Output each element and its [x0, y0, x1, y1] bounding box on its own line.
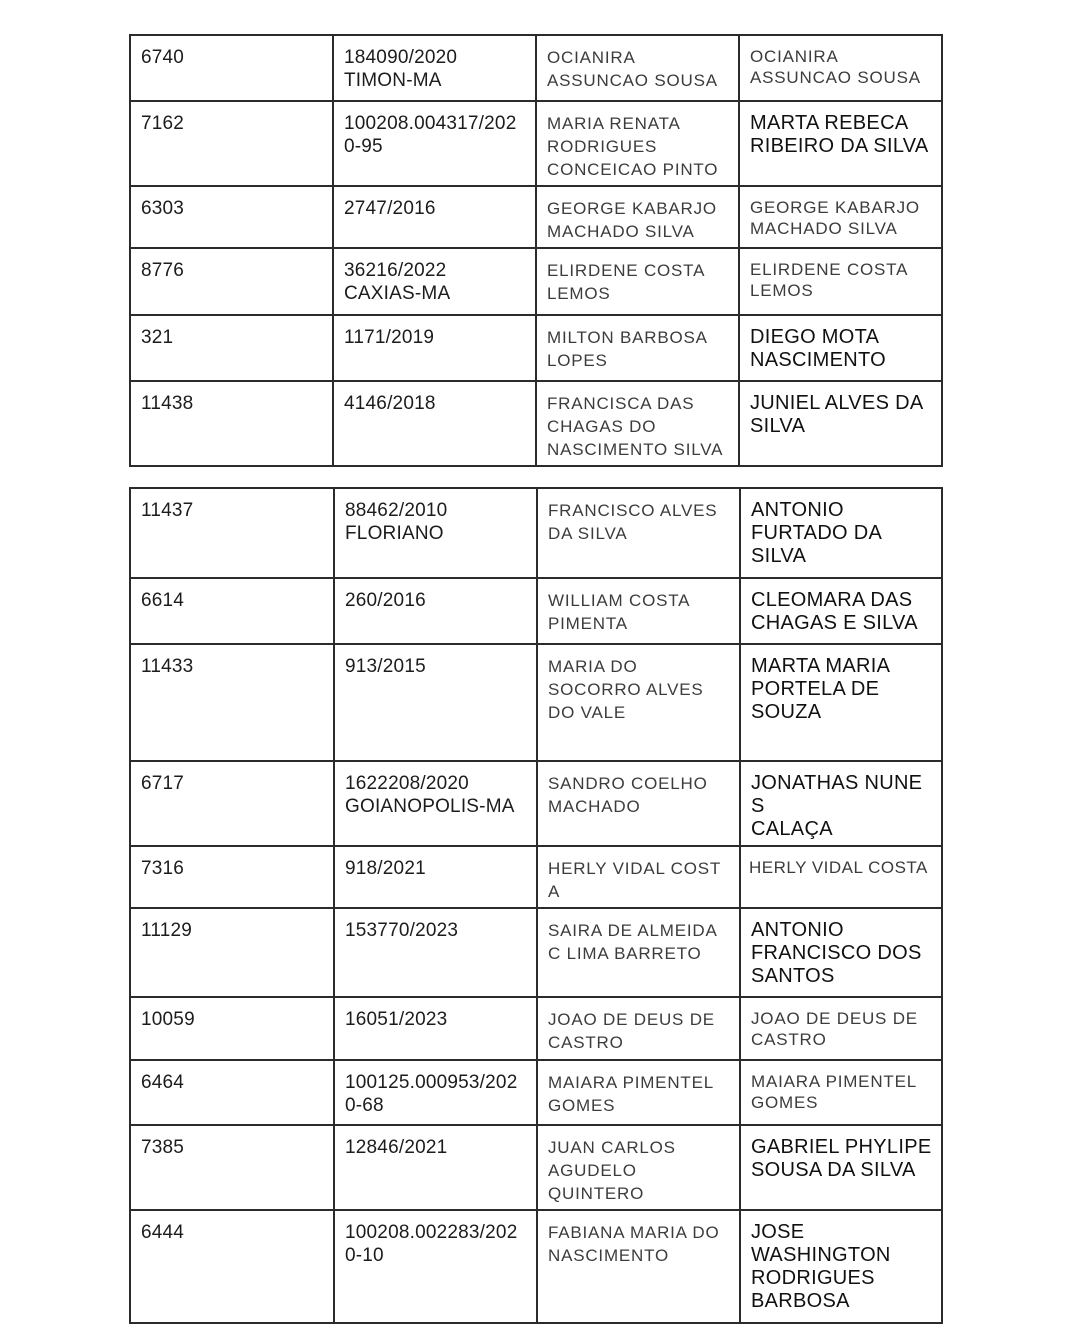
record-id-cell: 6303: [130, 186, 333, 248]
name-a-cell: FRANCISCA DAS CHAGAS DO NASCIMENTO SILVA: [536, 381, 739, 466]
name-b-cell: MARTA REBECA RIBEIRO DA SILVA: [739, 101, 942, 186]
name-b-cell: ANTONIO FURTADO DA SILVA: [740, 488, 942, 578]
name-b-cell: JOSE WASHINGTON RODRIGUES BARBOSA: [740, 1210, 942, 1323]
name-b-cell: DIEGO MOTA NASCIMENTO: [739, 315, 942, 381]
name-a-cell: MILTON BARBOSA LOPES: [536, 315, 739, 381]
process-number-cell: 260/2016: [334, 578, 537, 644]
table-row: [130, 248, 942, 315]
name-b-cell: JONATHAS NUNES CALAÇA: [740, 761, 942, 846]
name-a-cell: SAIRA DE ALMEIDA C LIMA BARRETO: [537, 908, 740, 997]
table-row: [130, 488, 942, 578]
table-row: [130, 1210, 942, 1323]
process-number-cell: 913/2015: [334, 644, 537, 761]
record-id-cell: 6614: [130, 578, 334, 644]
process-number-cell: 88462/2010 FLORIANO: [334, 488, 537, 578]
record-id-cell: 11437: [130, 488, 334, 578]
name-a-cell: SANDRO COELHO MACHADO: [537, 761, 740, 846]
record-id-cell: 6464: [130, 1060, 334, 1125]
name-a-cell: MARIA DO SOCORRO ALVES DO VALE: [537, 644, 740, 761]
process-number-cell: 100208.002283/202 0-10: [334, 1210, 537, 1323]
process-number-cell: 4146/2018: [333, 381, 536, 466]
record-id-cell: 11129: [130, 908, 334, 997]
process-number-cell: 184090/2020 TIMON-MA: [333, 35, 536, 101]
process-number-cell: 16051/2023: [334, 997, 537, 1060]
table-row: [130, 101, 942, 186]
process-number-cell: 100125.000953/202 0-68: [334, 1060, 537, 1125]
table-row: [130, 997, 942, 1060]
name-b-cell: ANTONIO FRANCISCO DOS SANTOS: [740, 908, 942, 997]
record-id-cell: 6740: [130, 35, 333, 101]
table-row: [130, 1125, 942, 1210]
record-id-cell: 7385: [130, 1125, 334, 1210]
table-row: [130, 315, 942, 381]
process-number-cell: 918/2021: [334, 846, 537, 908]
table-row: [130, 908, 942, 997]
records-table-2: [129, 487, 943, 1324]
process-number-cell: 153770/2023: [334, 908, 537, 997]
process-number-cell: 2747/2016: [333, 186, 536, 248]
table-row: [130, 381, 942, 466]
record-id-cell: 7162: [130, 101, 333, 186]
name-a-cell: JOAO DE DEUS DE CASTRO: [537, 997, 740, 1060]
name-a-cell: GEORGE KABARJO MACHADO SILVA: [536, 186, 739, 248]
name-b-cell: JOAO DE DEUS DE CASTRO: [740, 997, 942, 1060]
name-a-cell: ELIRDENE COSTA LEMOS: [536, 248, 739, 315]
record-id-cell: 6444: [130, 1210, 334, 1323]
name-a-cell: HERLY VIDAL COSTA: [537, 846, 740, 908]
name-b-cell: MARTA MARIA PORTELA DE SOUZA: [740, 644, 942, 761]
records-table-1: [129, 34, 943, 467]
record-id-cell: 11438: [130, 381, 333, 466]
table-row: [130, 186, 942, 248]
name-b-cell: OCIANIRA ASSUNCAO SOUSA: [739, 35, 942, 101]
name-a-cell: JUAN CARLOS AGUDELO QUINTERO: [537, 1125, 740, 1210]
name-a-cell: MAIARA PIMENTEL GOMES: [537, 1060, 740, 1125]
table-row: [130, 1060, 942, 1125]
name-b-cell: GEORGE KABARJO MACHADO SILVA: [739, 186, 942, 248]
name-a-cell: FABIANA MARIA DO NASCIMENTO: [537, 1210, 740, 1323]
process-number-cell: 36216/2022 CAXIAS-MA: [333, 248, 536, 315]
process-number-cell: 12846/2021: [334, 1125, 537, 1210]
record-id-cell: 8776: [130, 248, 333, 315]
process-number-cell: 1171/2019: [333, 315, 536, 381]
process-number-cell: 1622208/2020 GOIANOPOLIS-MA: [334, 761, 537, 846]
name-a-cell: FRANCISCO ALVES DA SILVA: [537, 488, 740, 578]
record-id-cell: 321: [130, 315, 333, 381]
record-id-cell: 7316: [130, 846, 334, 908]
name-b-cell: ELIRDENE COSTA LEMOS: [739, 248, 942, 315]
process-number-cell: 100208.004317/202 0-95: [333, 101, 536, 186]
name-b-cell: HERLY VIDAL COSTA: [740, 846, 942, 908]
name-a-cell: WILLIAM COSTA PIMENTA: [537, 578, 740, 644]
table-row: [130, 35, 942, 101]
record-id-cell: 10059: [130, 997, 334, 1060]
record-id-cell: 11433: [130, 644, 334, 761]
name-b-cell: MAIARA PIMENTEL GOMES: [740, 1060, 942, 1125]
table-row: [130, 578, 942, 644]
table-row: [130, 761, 942, 846]
name-a-cell: OCIANIRA ASSUNCAO SOUSA: [536, 35, 739, 101]
name-b-cell: GABRIEL PHYLIPE SOUSA DA SILVA: [740, 1125, 942, 1210]
record-id-cell: 6717: [130, 761, 334, 846]
name-b-cell: JUNIEL ALVES DA SILVA: [739, 381, 942, 466]
name-a-cell: MARIA RENATA RODRIGUES CONCEICAO PINTO: [536, 101, 739, 186]
table-row: [130, 846, 942, 908]
name-b-cell: CLEOMARA DAS CHAGAS E SILVA: [740, 578, 942, 644]
table-row: [130, 644, 942, 761]
